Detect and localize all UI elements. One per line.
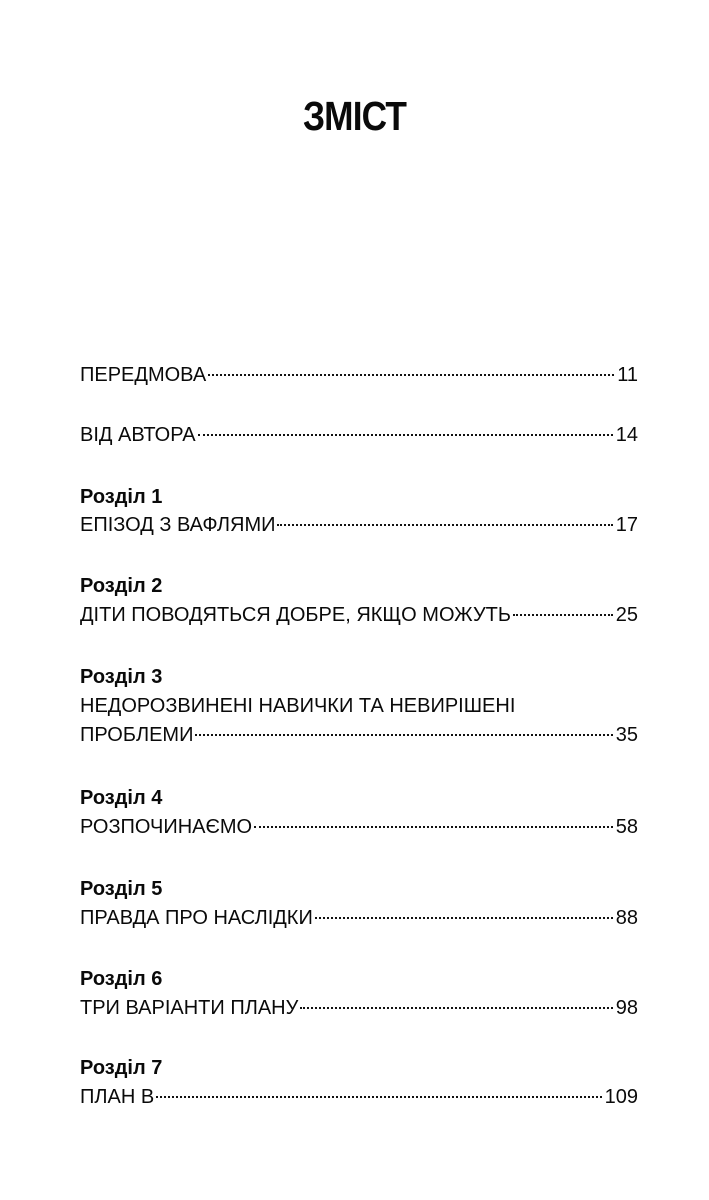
- toc-entry-chapter-1[interactable]: [80, 508, 638, 542]
- toc-page-number: 58: [615, 816, 638, 838]
- toc-entry-title: ПЕРЕДМОВА: [80, 364, 207, 386]
- toc-entry-title: ПРАВДА ПРО НАСЛІДКИ: [80, 907, 313, 929]
- toc-entry-chapter-7[interactable]: [80, 1080, 638, 1114]
- chapter-label: Розділ 2: [80, 575, 163, 597]
- toc-entry-title-line1: НЕДОРОЗВИНЕНІ НАВИЧКИ ТА НЕВИРІШЕНІ: [80, 695, 516, 717]
- toc-page-number: 14: [615, 424, 638, 446]
- toc-entry-author-note[interactable]: [80, 418, 638, 452]
- toc-page-number: 17: [615, 514, 638, 536]
- chapter-label: Розділ 6: [80, 968, 163, 990]
- toc-entry-foreword[interactable]: [80, 358, 638, 392]
- chapter-label: Розділ 7: [80, 1057, 163, 1079]
- toc-entry-chapter-3[interactable]: [80, 718, 638, 752]
- chapter-label: Розділ 5: [80, 878, 163, 900]
- toc-page-number: 25: [615, 604, 638, 626]
- dot-leader: [513, 614, 613, 616]
- dot-leader: [195, 734, 612, 736]
- toc-entry-title: ДІТИ ПОВОДЯТЬСЯ ДОБРЕ, ЯКЩО МОЖУТЬ: [80, 604, 512, 626]
- chapter-label: Розділ 1: [80, 486, 163, 508]
- toc-entry-chapter-4[interactable]: [80, 810, 638, 844]
- toc-entry-title: ВІД АВТОРА: [80, 424, 196, 446]
- toc-entry-chapter-2[interactable]: [80, 598, 638, 632]
- toc-page-number: 11: [617, 364, 638, 386]
- dot-leader: [277, 524, 612, 526]
- page-title: ЗМІСТ: [302, 93, 407, 139]
- chapter-label: Розділ 3: [80, 666, 163, 688]
- dot-leader: [254, 826, 613, 828]
- toc-entry-title: ПРОБЛЕМИ: [80, 724, 194, 746]
- dot-leader: [208, 374, 614, 376]
- toc-entry-chapter-6[interactable]: [80, 991, 638, 1025]
- toc-entry-title: РОЗПОЧИНАЄМО: [80, 816, 253, 838]
- toc-entry-title: ЕПІЗОД З ВАФЛЯМИ: [80, 514, 276, 536]
- toc-page-number: 98: [615, 997, 638, 1019]
- toc-entry-title: ТРИ ВАРІАНТИ ПЛАНУ: [80, 997, 299, 1019]
- dot-leader: [198, 434, 613, 436]
- dot-leader: [300, 1007, 612, 1009]
- dot-leader: [156, 1096, 601, 1098]
- toc-page-number: 88: [615, 907, 638, 929]
- toc-entry-title: ПЛАН B: [80, 1086, 155, 1108]
- chapter-label: Розділ 4: [80, 787, 163, 809]
- dot-leader: [315, 917, 613, 919]
- toc-page-number: 109: [604, 1086, 638, 1108]
- toc-page-number: 35: [615, 724, 638, 746]
- toc-entry-chapter-5[interactable]: [80, 901, 638, 935]
